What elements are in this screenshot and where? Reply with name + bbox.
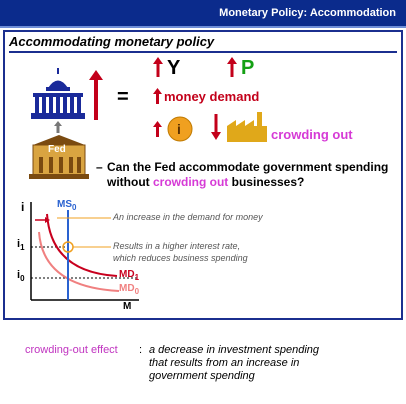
i1-subscript: 1	[20, 243, 25, 253]
axis-m-label: M	[123, 301, 132, 312]
i0-label-text: i	[17, 269, 21, 281]
definition-area	[3, 324, 403, 402]
definition-colon: :	[139, 344, 143, 356]
md1-label-text: MD	[119, 269, 135, 280]
graph-note-higher-rate-2: which reduces business spending	[113, 253, 248, 263]
equals-sign: =	[117, 86, 129, 108]
window-title: Monetary Policy: Accommodation	[219, 7, 396, 19]
question-dash: –	[96, 160, 103, 174]
md1-label	[119, 269, 139, 282]
md0-subscript: 0	[134, 287, 140, 296]
interest-icon-letter: i	[177, 121, 181, 137]
crowding-out-label: crowding out	[271, 127, 353, 142]
i1-label	[17, 238, 25, 252]
up-arrow-icon	[153, 57, 163, 77]
definition-text: a decrease in investment spending that results from an increase in government spending	[149, 344, 319, 382]
i0-subscript: 0	[20, 274, 25, 284]
down-arrow-icon	[211, 114, 221, 140]
question-line-1: Can the Fed accommodate government spending	[107, 160, 389, 174]
factory-icon	[227, 112, 267, 142]
content-panel	[3, 30, 403, 320]
graph-note-demand-increase: An increase in the demand for money	[113, 212, 263, 222]
i0-label	[17, 269, 25, 283]
capitol-building-icon	[31, 68, 85, 120]
price-p-label: P	[241, 57, 255, 79]
ms-label	[57, 199, 76, 212]
question-crowding-out: crowding out	[152, 175, 229, 189]
question-line-2-end: businesses?	[228, 175, 305, 189]
spending-up-arrow-icon	[89, 70, 103, 120]
fed-sign: Fed	[48, 144, 66, 155]
md0-label	[119, 283, 139, 296]
md0-label-text: MD	[119, 283, 135, 294]
md1-subscript: 1	[134, 273, 140, 282]
md0-curve	[39, 232, 119, 291]
section-heading: Accommodating monetary policy	[9, 34, 215, 49]
federal-reserve-building-icon	[29, 135, 89, 179]
question-line-2	[107, 175, 304, 190]
up-arrow-icon	[153, 88, 162, 104]
question-line-2-start: without	[107, 175, 153, 189]
money-demand-label: money demand	[164, 89, 260, 104]
up-arrow-icon	[227, 57, 237, 77]
graph-note-higher-rate-1: Results in a higher interest rate,	[113, 241, 241, 251]
axis-i-label: i	[21, 200, 25, 214]
title-bar	[0, 0, 406, 28]
definition-term: crowding-out effect	[25, 344, 118, 356]
ms-subscript: 0	[72, 203, 77, 212]
section-heading-bar	[9, 33, 397, 53]
ms-label-text: MS	[57, 199, 72, 210]
small-up-arrow-icon	[54, 121, 62, 133]
up-arrow-icon	[153, 121, 162, 137]
i1-label-text: i	[17, 238, 21, 250]
md1-curve	[47, 214, 117, 276]
output-y-label: Y	[167, 57, 181, 79]
